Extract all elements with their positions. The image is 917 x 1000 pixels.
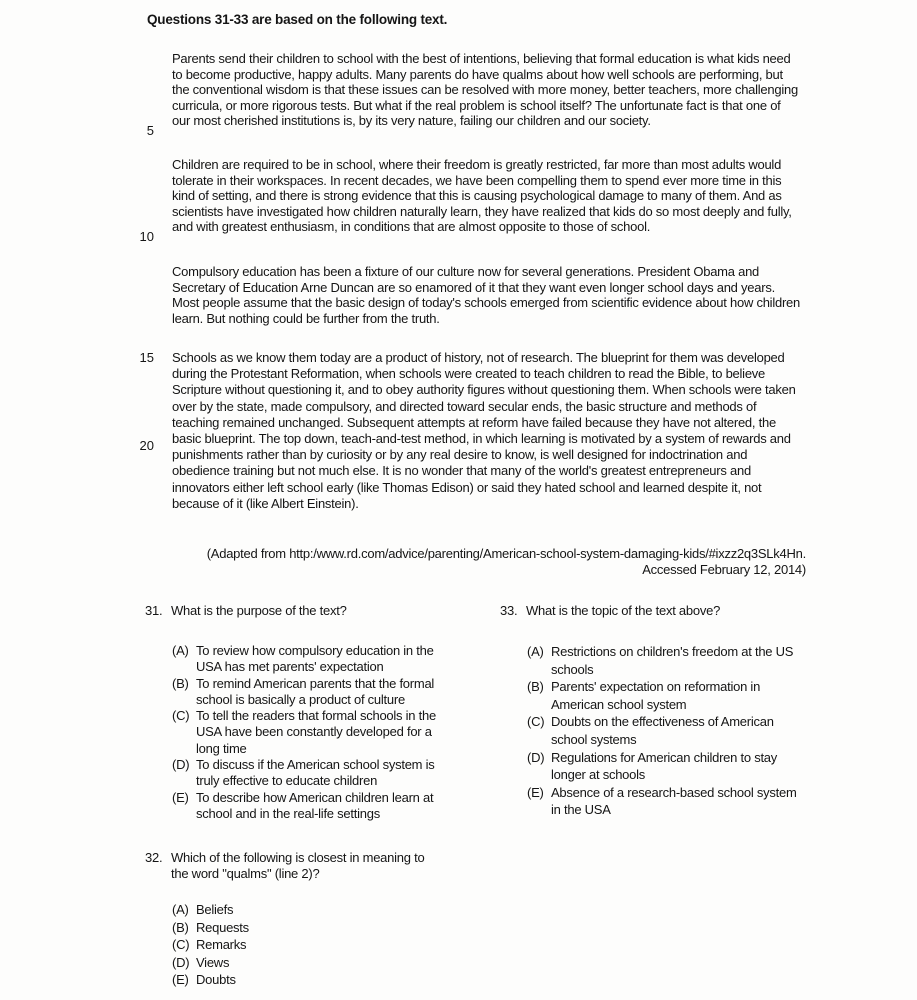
passage-line: the conventional wisdom is that these issues can be resolved with more money, better teachers, more challenging (172, 82, 798, 98)
question-33-options (527, 643, 797, 819)
passage-line: punishments rather than by curiosity or by any real desire to know, is well designed for indoctrination and (172, 447, 748, 463)
passage-line: and with greatest enthusiasm, in conditions that are almost opposite to those of school. (172, 219, 651, 235)
question-stem: What is the purpose of the text? (171, 603, 347, 618)
answer-option-d[interactable]: (D) To discuss if the American school system is truly effective to educate children (172, 757, 435, 789)
passage-line: over by the state, made compulsory, and directed toward secular ends, the basic structure and methods of (172, 398, 757, 414)
passage-line: Most people assume that the basic design of today's schools emerged from scientific evidence about how children (172, 295, 800, 311)
answer-option-c[interactable]: (C) Doubts on the effectiveness of American school systems (527, 714, 774, 747)
passage-line: basic blueprint. The top down, teach-and-test method, in which learning is motivated by a system of rewards and (172, 431, 791, 447)
passage-line: Compulsory education has been a fixture of our culture now for several generations. President Obama and (172, 264, 760, 279)
passage-paragraph-4 (172, 350, 806, 512)
passage-line: kind of setting, and there is strong evidence that this is causing psychological damage to many of them. And as (172, 188, 782, 204)
question-number: 33. (500, 603, 518, 618)
line-number-10: 10 (139, 229, 154, 244)
question-33 (500, 603, 720, 619)
question-31 (145, 603, 347, 619)
passage-line: Schools as we know them today are a product of history, not of research. The blueprint for them was developed (172, 350, 785, 365)
question-32-options (172, 901, 249, 989)
passage-line: to become productive, happy adults. Many parents do have qualms about how well schools are performing, but (172, 66, 783, 82)
question-number: 32. (145, 850, 163, 865)
passage-line: learn. But nothing could be further from the truth. (172, 310, 440, 326)
question-32 (145, 850, 424, 881)
answer-option-a[interactable]: (A) Beliefs (172, 902, 234, 917)
passage-paragraph-1 (172, 51, 806, 129)
line-number-5: 5 (146, 123, 154, 138)
answer-option-c[interactable]: (C) Remarks (172, 937, 247, 953)
answer-option-d[interactable]: (D) Views (172, 954, 230, 970)
passage-line: obedience training but not much else. It is no wonder that many of the world's greatest entrepreneurs and (172, 463, 751, 479)
answer-option-b[interactable]: (B) Parents' expectation on reformation in American school system (527, 679, 761, 712)
answer-option-e[interactable]: (E) Doubts (172, 972, 236, 988)
answer-option-d[interactable]: (D) Regulations for American children to stay longer at schools (527, 749, 778, 783)
passage-line: Parents send their children to school with the best of intentions, believing that formal education is what kids need (172, 51, 791, 66)
citation-line: (Adapted from http:/www.rd.com/advice/parenting/American-school-system-damaging-kids/#ixzz2q3SLk4Hn. (206, 546, 806, 561)
passage-line: during the Protestant Reformation, when schools were created to teach children to read the Bible, to believe (172, 366, 766, 382)
passage-paragraph-2 (172, 157, 806, 235)
question-number: 31. (145, 603, 163, 618)
answer-option-e[interactable]: (E) To describe how American children learn at school and in the real-life settings (172, 789, 434, 821)
answer-option-e[interactable]: (E) Absence of a research-based school system in the USA (527, 784, 797, 818)
answer-option-a[interactable]: (A) To review how compulsory education in the USA has met parents' expectation (172, 643, 434, 675)
passage-line: because of it (like Albert Einstein). (172, 495, 359, 511)
citation-line: Accessed February 12, 2014) (642, 562, 806, 577)
passage-line: Secretary of Education Arne Duncan are so enamored of it that they want even longer school days and years. (172, 279, 775, 295)
question-stem: the word "qualms" (line 2)? (171, 865, 320, 881)
passage-line: Children are required to be in school, where their freedom is greatly restricted, far more than most adults would (172, 157, 782, 172)
passage-line: scientists have investigated how children naturally learn, they have realized that kids do so most deeply and fully, (172, 203, 792, 219)
passage-line: innovators either left school early (like Thomas Edison) or said they hated school and learned despite it, not (172, 479, 762, 495)
answer-option-c[interactable]: (C) To tell the readers that formal schools in the USA have been constantly developed for a long time (172, 708, 436, 756)
passage-line: teaching remained unchanged. Subsequent attempts at reform have failed because they have not altered, the (172, 414, 776, 430)
answer-option-a[interactable]: (A) Restrictions on children's freedom at the US schools (527, 644, 794, 677)
question-31-options (172, 643, 436, 822)
passage-line: our most cherished institutions is, by its very nature, failing our children and our society. (172, 113, 651, 129)
passage-line: tolerate in their workspaces. In recent decades, we have been compelling them to spend ever more time in this (172, 172, 782, 188)
passage-paragraph-3 (172, 264, 806, 326)
line-number-15: 15 (139, 350, 154, 365)
passage-line: Scripture without questioning it, and to obey authority figures without questioning them. When schools were taken (172, 382, 796, 398)
source-citation (207, 546, 806, 578)
line-number-20: 20 (139, 438, 154, 453)
answer-option-b[interactable]: (B) Requests (172, 919, 249, 935)
passage-line: curricula, or more rigorous tests. But what if the real problem is school itself? The unfortunate fact is that one of (172, 97, 781, 113)
section-heading: Questions 31-33 are based on the following text. (147, 12, 448, 27)
question-stem: What is the topic of the text above? (526, 603, 721, 618)
question-stem: Which of the following is closest in meaning to (171, 850, 425, 865)
answer-option-b[interactable]: (B) To remind American parents that the formal school is basically a product of culture (172, 675, 435, 707)
